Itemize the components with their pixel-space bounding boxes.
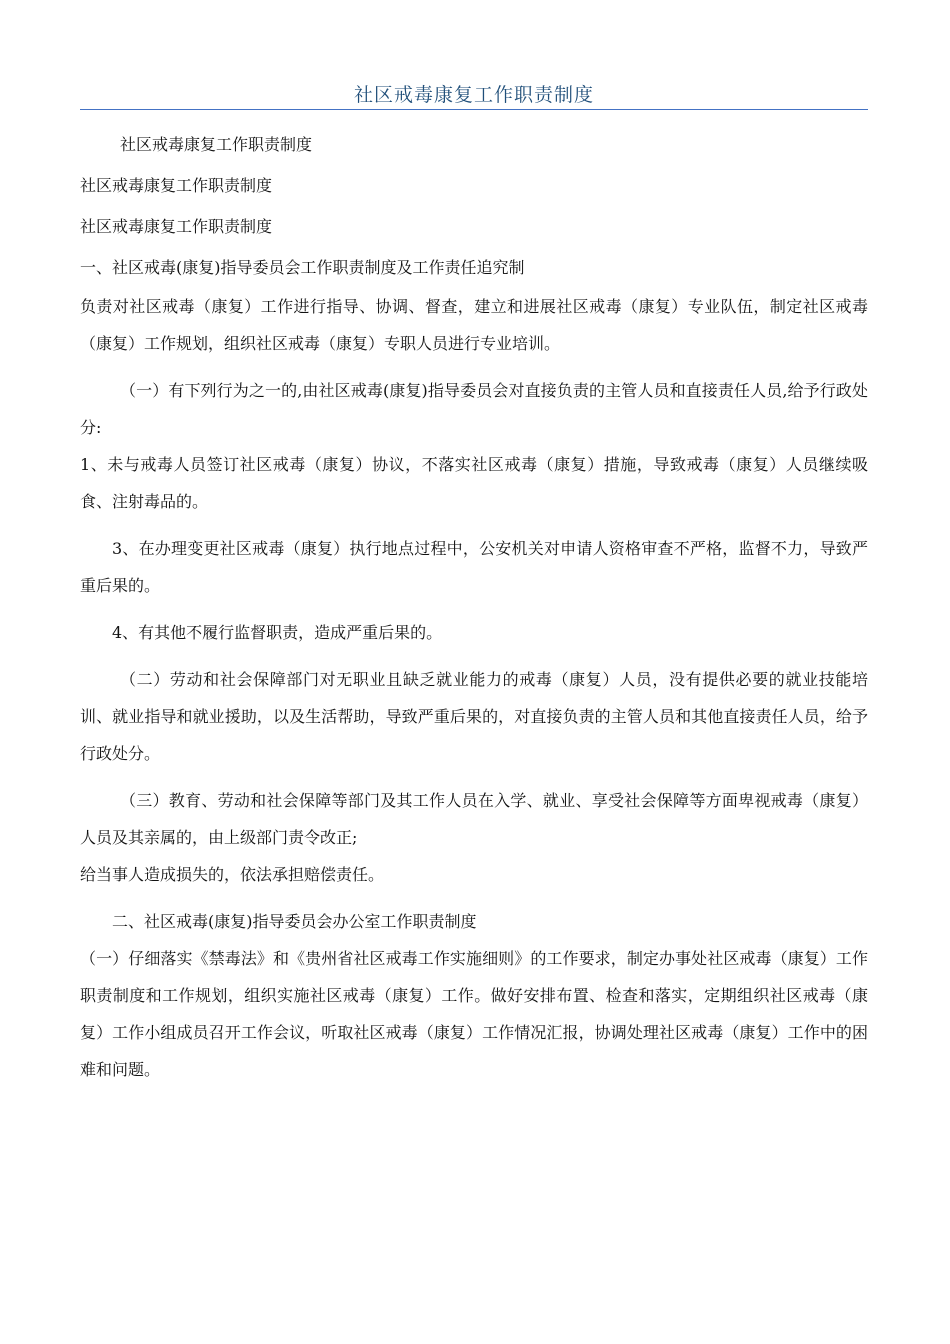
section-heading-2: 二、社区戒毒(康复)指导委员会办公室工作职责制度 [112, 912, 477, 931]
paragraph-8: 3、在办理变更社区戒毒（康复）执行地点过程中，公安机关对申请人资格审查不严格，监督不力，导致严重后果的。 [80, 539, 868, 595]
paragraph-12: 给当事人造成损失的，依法承担赔偿责任。 [80, 865, 385, 884]
title-underline [80, 109, 868, 110]
document-title: 社区戒毒康复工作职责制度 [353, 84, 594, 106]
section-heading-1: 一、社区戒毒(康复)指导委员会工作职责制度及工作责任追究制 [80, 258, 525, 277]
paragraph-1: 社区戒毒康复工作职责制度 [120, 135, 313, 154]
paragraph-6: （一）有下列行为之一的,由社区戒毒(康复)指导委员会对直接负责的主管人员和直接责任人员,给予行政处分: [80, 381, 868, 437]
paragraph-2: 社区戒毒康复工作职责制度 [80, 176, 273, 195]
document-body [80, 124, 868, 1088]
paragraph-11: （三）教育、劳动和社会保障等部门及其工作人员在入学、就业、享受社会保障等方面卑视戒毒（康复）人员及其亲属的，由上级部门责令改正; [80, 791, 868, 847]
paragraph-9: 4、有其他不履行监督职责，造成严重后果的。 [112, 623, 443, 642]
paragraph-5: 负责对社区戒毒（康复）工作进行指导、协调、督查，建立和进展社区戒毒（康复）专业队伍，制定社区戒毒（康复）工作规划，组织社区戒毒（康复）专职人员进行专业培训。 [80, 297, 868, 353]
paragraph-14: （一）仔细落实《禁毒法》和《贵州省社区戒毒工作实施细则》的工作要求，制定办事处社区戒毒（康复）工作职责制度和工作规划，组织实施社区戒毒（康复）工作。做好安排布置、检查和落实，定期组织社区戒毒（康复）工作小组成员召开工作会议，听取社区戒毒（康复）工作情况汇报，协调处理社区戒毒（康复）工作中的困难和问题。 [80, 949, 868, 1079]
paragraph-3: 社区戒毒康复工作职责制度 [80, 217, 273, 236]
paragraph-10: （二）劳动和社会保障部门对无职业且缺乏就业能力的戒毒（康复）人员，没有提供必要的就业技能培训、就业指导和就业援助，以及生活帮助，导致严重后果的，对直接负责的主管人员和其他直接责任人员，给予行政处分。 [80, 670, 868, 763]
paragraph-7: 1、未与戒毒人员签订社区戒毒（康复）协议，不落实社区戒毒（康复）措施，导致戒毒（康复）人员继续吸食、注射毒品的。 [80, 455, 868, 511]
